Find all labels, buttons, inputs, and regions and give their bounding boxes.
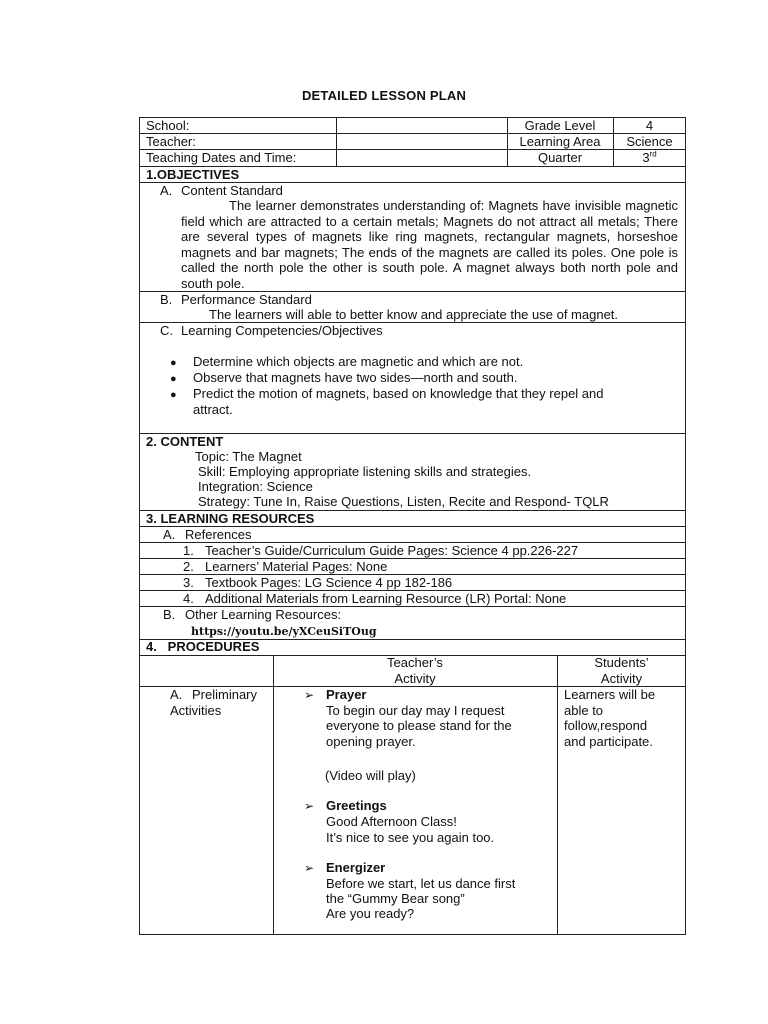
teacher-label: Teacher: bbox=[146, 134, 196, 149]
energizer-text: the “Gummy Bear song” bbox=[326, 891, 465, 906]
bullet-icon: ● bbox=[170, 373, 177, 385]
other-resources-title: Other Learning Resources: bbox=[185, 607, 342, 622]
grade-level-label: Grade Level bbox=[524, 118, 596, 133]
greetings-text: Good Afternoon Class! bbox=[326, 814, 457, 829]
document-title: DETAILED LESSON PLAN bbox=[301, 88, 467, 103]
performance-standard-title: Performance Standard bbox=[181, 292, 312, 307]
reference-number: 2. bbox=[183, 559, 194, 574]
grade-level-value: 4 bbox=[645, 118, 654, 133]
procedures-heading: 4. PROCEDURES bbox=[146, 639, 260, 654]
reference-item: Additional Materials from Learning Resource (LR) Portal: None bbox=[205, 591, 567, 606]
competency-item: Observe that magnets have two sides—north and south. bbox=[193, 370, 518, 385]
students-activity-text: Learners will be bbox=[564, 687, 656, 702]
arrow-bullet-icon: ➢ bbox=[304, 799, 315, 813]
learning-area-value: Science bbox=[626, 134, 673, 149]
energizer-title: Energizer bbox=[326, 860, 386, 875]
quarter-value: 3rd bbox=[642, 149, 657, 165]
column-divider bbox=[273, 655, 274, 935]
references-letter: A. bbox=[163, 527, 176, 542]
prayer-text: To begin our day may I request bbox=[326, 703, 505, 718]
arrow-bullet-icon: ➢ bbox=[304, 688, 315, 702]
teaching-dates-label: Teaching Dates and Time: bbox=[146, 150, 297, 165]
performance-standard-letter: B. bbox=[160, 292, 173, 307]
preliminary-label: Preliminary bbox=[192, 687, 258, 702]
column-divider bbox=[557, 655, 558, 935]
school-label: School: bbox=[146, 118, 190, 133]
reference-item: Teacher’s Guide/Curriculum Guide Pages: Science 4 pp.226-227 bbox=[205, 543, 579, 558]
resources-heading: 3. LEARNING RESOURCES bbox=[146, 511, 315, 526]
content-standard-letter: A. bbox=[160, 183, 173, 198]
students-activity-header: Students’ bbox=[594, 655, 649, 670]
preliminary-label-line2: Activities bbox=[170, 703, 222, 718]
prayer-text: everyone to please stand for the bbox=[326, 718, 512, 733]
bullet-icon: ● bbox=[170, 357, 177, 369]
competency-item: Predict the motion of magnets, based on knowledge that they repel and bbox=[193, 386, 604, 401]
objectives-heading: 1.OBJECTIVES bbox=[146, 167, 240, 182]
reference-number: 4. bbox=[183, 591, 194, 606]
content-strategy: Strategy: Tune In, Raise Questions, Listen, Recite and Respond- TQLR bbox=[198, 494, 609, 509]
learning-area-label: Learning Area bbox=[519, 134, 601, 149]
competencies-title: Learning Competencies/Objectives bbox=[181, 323, 383, 338]
video-link[interactable]: https://youtu.be/yXCeuSiTOug bbox=[191, 625, 377, 638]
reference-item: Learners’ Material Pages: None bbox=[205, 559, 388, 574]
content-standard-title: Content Standard bbox=[181, 183, 283, 198]
bullet-icon: ● bbox=[170, 389, 177, 401]
content-standard-text: The learner demonstrates understanding of: Magnets have invisible magnetic field which are attracted to a certain metals; Magnets do not attract all metals; There are several types of magnets like ring magnets, rectangular magnets, horseshoe magnets and bar magnets; The ends of the magnets are called its poles. One pole is called the north pole the other is south pole. A magnet always both north pole and south pole. bbox=[181, 198, 678, 291]
content-heading: 2. CONTENT bbox=[146, 434, 224, 449]
students-activity-header-line2: Activity bbox=[600, 671, 643, 686]
reference-number: 3. bbox=[183, 575, 194, 590]
quarter-label: Quarter bbox=[537, 150, 583, 165]
energizer-text: Are you ready? bbox=[326, 906, 415, 921]
students-activity-text: follow,respond bbox=[564, 718, 648, 733]
other-resources-letter: B. bbox=[163, 607, 176, 622]
competency-item-continued: attract. bbox=[193, 402, 233, 417]
content-topic: Topic: The Magnet bbox=[195, 449, 302, 464]
reference-number: 1. bbox=[183, 543, 194, 558]
performance-standard-text: The learners will able to better know and appreciate the use of magnet. bbox=[209, 307, 619, 322]
teacher-activity-header-line2: Activity bbox=[394, 671, 436, 686]
greetings-text: It’s nice to see you again too. bbox=[326, 830, 495, 845]
content-skill: Skill: Employing appropriate listening skills and strategies. bbox=[198, 464, 532, 479]
prayer-title: Prayer bbox=[326, 687, 367, 702]
greetings-title: Greetings bbox=[326, 798, 387, 813]
content-integration: Integration: Science bbox=[198, 479, 313, 494]
preliminary-letter: A. bbox=[170, 687, 183, 702]
reference-item: Textbook Pages: LG Science 4 pp 182-186 bbox=[205, 575, 453, 590]
arrow-bullet-icon: ➢ bbox=[304, 861, 315, 875]
competencies-letter: C. bbox=[160, 323, 173, 338]
teacher-activity-header: Teacher’s bbox=[387, 655, 443, 670]
students-activity-text: able to bbox=[564, 703, 604, 718]
references-title: References bbox=[185, 527, 252, 542]
prayer-text: opening prayer. bbox=[326, 734, 416, 749]
column-divider bbox=[336, 117, 337, 166]
video-note: (Video will play) bbox=[325, 768, 416, 783]
quarter-ordinal-suffix: rd bbox=[649, 149, 657, 159]
energizer-text: Before we start, let us dance first bbox=[326, 876, 516, 891]
students-activity-text: and participate. bbox=[564, 734, 653, 749]
competency-item: Determine which objects are magnetic and which are not. bbox=[193, 354, 524, 369]
